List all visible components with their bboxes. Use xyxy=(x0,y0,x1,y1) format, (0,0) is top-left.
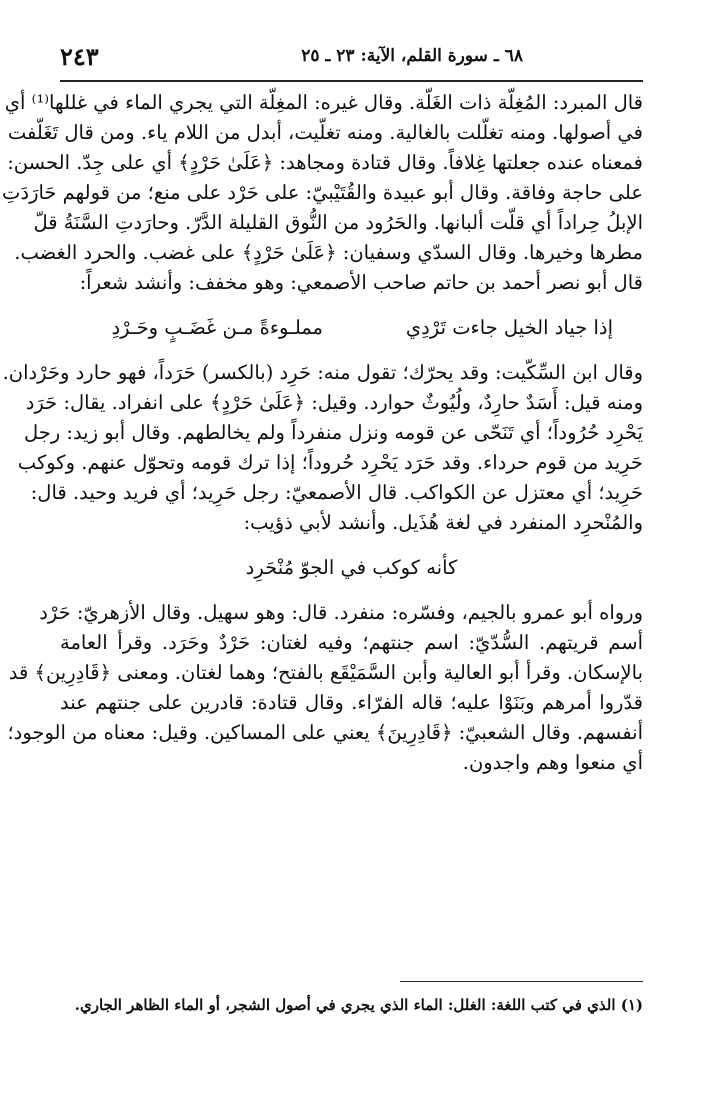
page-number: ٢٤٣ xyxy=(60,42,99,71)
running-title: ٦٨ ـ سورة القلم، الآية: ٢٣ ـ ٢٥ xyxy=(301,46,523,66)
text-line: يَحْرِد حُرُوداً؛ أي تَنَحّى عن قومه ونزل منفرداً ولم يخالطهم. وقال أبو زيد: رجل xyxy=(23,421,643,444)
poem-verse-single: كأنه كوكب في الجوّ مُنْحَرِد xyxy=(245,556,458,579)
footnote: (١) الذي في كتب اللغة: الغلل: الماء الذي يجري في أصول الشجر، أو الماء الظاهر الجاري. xyxy=(74,996,643,1014)
text-line: ورواه أبو عمرو بالجيم، وفسّره: منفرد. قال: وهو سهيل. وقال الأزهريّ: حَرْد xyxy=(39,601,643,624)
text-line: قدّروا أمرهم وبَنَوْا عليه؛ قاله الفرّاء. وقال قتادة: قادرين على جنتهم عند xyxy=(60,691,643,714)
text-line: حَرِيد؛ أي معتزل عن الكواكب. قال الأصمعيّ: رجل حَرِيد؛ أي فريد وحيد. قال: xyxy=(30,481,643,504)
verse-hemistich-first: إذا جياد الخيل جاءت تَرْدِي xyxy=(405,316,613,339)
header-rule xyxy=(60,80,643,82)
text-line: بالإسكان. وقرأ أبو العالية وأبن السَّمَيْقَع بالفتح؛ وهما لغتان. ومعنى ﴿قَادِرِين﴾ قد xyxy=(8,661,643,684)
text-line: وقال ابن السِّكّيت: وقد يحرّك؛ تقول منه: حَرِد (بالكسر) حَرَداً، فهو حارد وحَرْدان. xyxy=(2,361,643,384)
text-line: والمُنْحرِد المنفرد في لغة هُذَيل. وأنشد لأبي ذؤيب: xyxy=(243,511,643,534)
text-line: أسم قريتهم. السُّدّيّ: اسم جنتهم؛ وفيه لغتان: حَرْدٌ وحَرَد. وقرأ العامة xyxy=(60,631,643,654)
page-header xyxy=(60,42,643,76)
text-line: ومنه قيل: أَسَدٌ حارِدٌ، ولُيُوثٌ حوارد. وقيل: ﴿عَلَىٰ حَرْدٍ﴾ على انفراد. يقال: حَرَد xyxy=(25,391,643,414)
poem-verse xyxy=(60,298,643,358)
verse-hemistich-second: مملـوءةً مـن غَضَـبٍ وحَـرْدِ xyxy=(111,316,323,339)
text-line: على حاجة وفاقة. وقال أبو عبيدة والقُتَيْبيّ: على حَرْد على منع؛ من قولهم حَارَدَتِ xyxy=(2,181,643,204)
text-line: مطرها وخيرها. وقال السدّي وسفيان: ﴿عَلَىٰ حَرْدٍ﴾ على غضب. والحرد الغضب. xyxy=(14,241,643,264)
text-line: الإبلُ حِراداً أي قلّت ألبانها. والحَرُود من النُّوق القليلة الدَّرّ. وحارَدتِ السَّنَةُ قلّ xyxy=(33,211,643,234)
text-line: قال أبو نصر أحمد بن حاتم صاحب الأصمعي: وهو مخفف: وأنشد شعراً: xyxy=(79,271,643,294)
main-text xyxy=(2,88,643,778)
text-line: فمعناه عنده جعلتها غِلافاً. وقال قتادة ومجاهد: ﴿عَلَىٰ حَرْدٍ﴾ أي على جِدّ. الحسن: xyxy=(7,151,643,174)
text-line: في أصولها. ومنه تغلّلت بالغالية. ومنه تغلّيت، أبدل من اللام ياء. ومن قال تَغَلّفت xyxy=(7,121,643,144)
text-line: أنفسهم. وقال الشعبيّ: ﴿قَادِرِينَ﴾ يعني على المساكين. وقيل: معناه من الوجود؛ xyxy=(7,721,643,744)
text-line: أي منعوا وهم واجدون. xyxy=(462,751,643,774)
text-line: حَرِيد من قوم حرداء. وقد حَرَد يَحْرِد حُروداً؛ إذا ترك قومه وتحوّل عنهم. وكوكب xyxy=(17,451,643,474)
text-line: قال المبرد: المُغِلّة ذات الغَلّة. وقال غيره: المغِلّة التي يجري الماء في غللها⁽¹⁾ أي xyxy=(4,91,643,114)
footnote-rule xyxy=(400,981,643,982)
